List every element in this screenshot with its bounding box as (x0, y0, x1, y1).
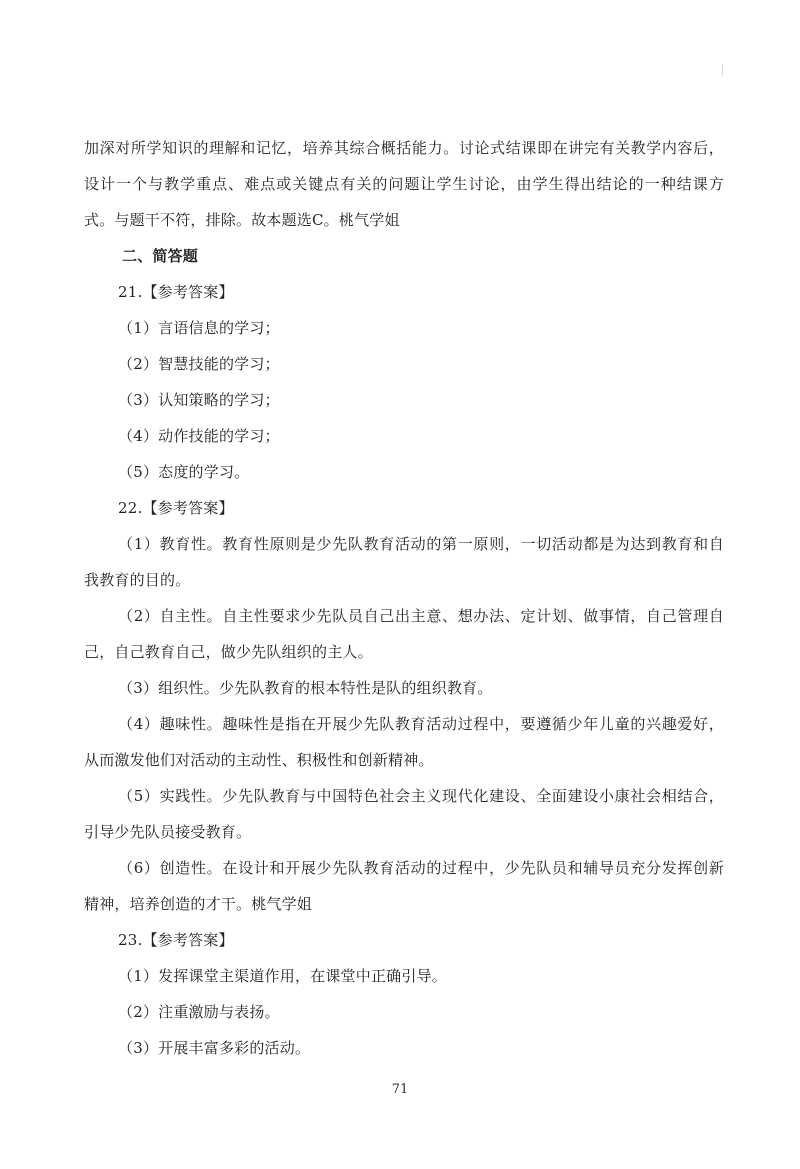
answer-item: （1）教育性。教育性原则是少先队教育活动的第一原则，一切活动都是为达到教育和自 (118, 535, 724, 553)
answer-item: （4）动作技能的学习； (118, 427, 280, 445)
answer-item: （5）实践性。少先队教育与中国特色社会主义现代化建设、全面建设小康社会相结合， (118, 787, 724, 805)
answer-item: （3）组织性。少先队教育的根本特性是队的组织教育。 (118, 679, 493, 697)
answer-label-22: 22.【参考答案】 (118, 499, 234, 517)
answer-item: （2）注重激励与表扬。 (118, 1003, 280, 1021)
paragraph-line: 设计一个与教学重点、难点或关键点有关的问题让学生讨论，由学生得出结论的一种结课方 (84, 175, 724, 193)
answer-item: （3）开展丰富多彩的活动。 (118, 1039, 311, 1057)
answer-item: （6）创造性。在设计和开展少先队教育活动的过程中，少先队员和辅导员充分发挥创新 (118, 859, 724, 877)
page-number: 71 (391, 1082, 409, 1097)
answer-label-21: 21.【参考答案】 (118, 283, 234, 301)
scan-mark (722, 64, 723, 76)
paragraph-line: 式。与题干不符，排除。故本题选C。桃气学姐 (84, 211, 400, 229)
answer-item: （1）言语信息的学习； (118, 319, 280, 337)
answer-item-continuation: 从而激发他们对活动的主动性、积极性和创新精神。 (84, 751, 434, 769)
answer-item-continuation: 精神，培养创造的才干。桃气学姐 (84, 895, 313, 913)
answer-item-continuation: 我教育的目的。 (84, 571, 191, 589)
paragraph-line: 加深对所学知识的理解和记忆，培养其综合概括能力。讨论式结课即在讲完有关教学内容后， (84, 139, 724, 157)
answer-item: （2）自主性。自主性要求少先队员自己出主意、想办法、定计划、做事情，自己管理自 (118, 607, 724, 625)
answer-item: （5）态度的学习。 (118, 463, 250, 481)
answer-item-continuation: 己，自己教育自己，做少先队组织的主人。 (84, 643, 373, 661)
answer-item: （4）趣味性。趣味性是指在开展少先队教育活动过程中，要遵循少年儿童的兴趣爱好， (118, 715, 724, 733)
answer-label-23: 23.【参考答案】 (118, 931, 234, 949)
page-content (84, 138, 724, 1074)
answer-item-continuation: 引导少先队员接受教育。 (84, 823, 252, 841)
answer-item: （2）智慧技能的学习； (118, 355, 280, 373)
section-heading: 二、简答题 (122, 247, 199, 265)
answer-item: （1）发挥课堂主渠道作用，在课堂中正确引导。 (118, 967, 447, 985)
answer-item: （3）认知策略的学习； (118, 391, 280, 409)
